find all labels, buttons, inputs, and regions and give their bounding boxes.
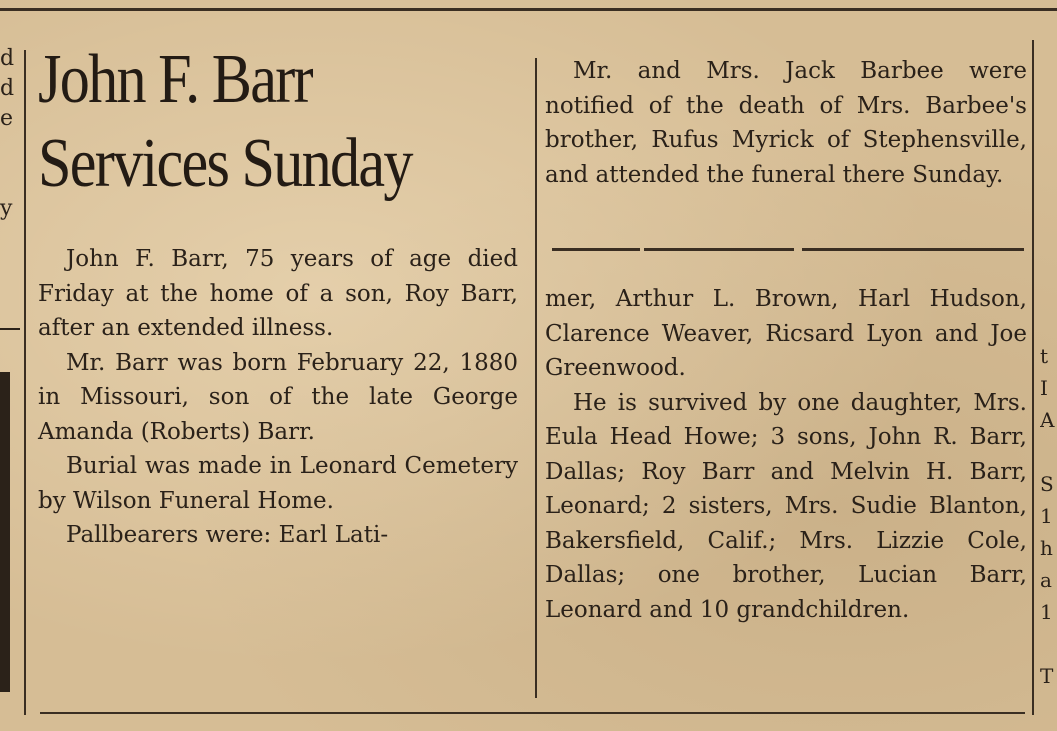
section-divider <box>552 248 1024 254</box>
article-body-column-2 <box>545 282 1027 627</box>
column-rule-right <box>1032 40 1034 715</box>
article-paragraph: mer, Arthur L. Brown, Harl Hudson, Clarence Weaver, Ricsard Lyon and Joe Greenwood. <box>545 286 1027 381</box>
right-fragment <box>1040 628 1057 660</box>
right-fragment: h <box>1040 536 1053 560</box>
right-fragment <box>1040 116 1057 148</box>
left-column-fragments <box>0 44 22 224</box>
right-fragment <box>1040 276 1057 308</box>
divider-dash <box>802 248 1024 251</box>
right-fragment: I <box>1040 376 1048 400</box>
divider-dash <box>644 248 794 251</box>
right-fragment <box>1040 436 1057 468</box>
column-rule-left <box>24 50 26 715</box>
left-fragment: d <box>0 46 15 71</box>
left-fragment <box>0 164 22 194</box>
right-fragment: T <box>1040 664 1054 688</box>
right-fragment <box>1040 244 1057 276</box>
right-fragment <box>1040 212 1057 244</box>
article-paragraph: Mr. Barr was born February 22, 1880 in Missouri, son of the late George Amanda (Roberts) Barr. <box>38 349 518 445</box>
right-fragment <box>1040 308 1057 340</box>
right-fragment: 1 <box>1040 600 1053 624</box>
right-fragment: a <box>1040 568 1052 592</box>
news-brief <box>545 54 1027 192</box>
article-paragraph: He is survived by one daughter, Mrs. Eula Head Howe; 3 sons, John R. Barr, Dallas; Roy Barr and Melvin H. Barr, Leonard; 2 sisters, Mrs. Sudie Blanton, Bakersfield, Calif.; Mrs. Lizzie Cole, Dallas; one brother, Lucian Barr, Leonard and 10 grandchildren. <box>545 389 1027 623</box>
right-fragment <box>1040 52 1057 84</box>
bottom-rule <box>40 712 1025 714</box>
headline-line: Services Sunday <box>38 125 412 202</box>
right-fragment: S <box>1040 472 1054 496</box>
left-fragment: y <box>0 196 13 221</box>
right-fragment: t <box>1040 344 1049 368</box>
right-fragment: 1 <box>1040 504 1053 528</box>
right-fragment: A <box>1040 408 1055 432</box>
top-rule <box>0 8 1057 11</box>
left-fragment <box>0 134 22 164</box>
article-paragraph: John F. Barr, 75 years of age died Friday at the home of a son, Roy Barr, after an extended illness. <box>38 246 518 341</box>
left-column-tick <box>0 328 20 330</box>
brief-paragraph: Mr. and Mrs. Jack Barbee were notified of the death of Mrs. Barbee's brother, Rufus Myrick of Stephensville, and attended the funeral there Sunday. <box>545 58 1027 188</box>
article-paragraph: Pallbearers were: Earl Lati- <box>66 522 389 548</box>
right-column-fragments <box>1040 52 1057 692</box>
article-paragraph: Burial was made in Leonard Cemetery by Wilson Funeral Home. <box>38 453 518 514</box>
right-fragment <box>1040 84 1057 116</box>
column-rule-middle <box>535 58 537 698</box>
left-column-box-edge <box>0 372 10 692</box>
left-fragment: d <box>0 76 15 101</box>
headline-line: John F. Barr <box>38 41 312 118</box>
right-fragment <box>1040 148 1057 180</box>
left-fragment: e <box>0 106 14 131</box>
article-headline <box>38 38 451 206</box>
right-fragment <box>1040 180 1057 212</box>
article-body-column-1 <box>38 242 518 553</box>
divider-dash <box>552 248 640 251</box>
